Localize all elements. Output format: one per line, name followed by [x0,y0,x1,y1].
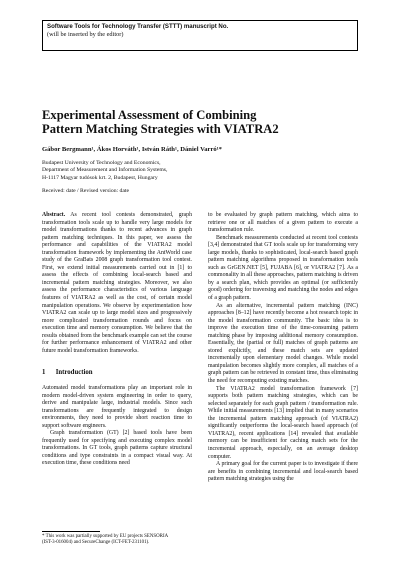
right-paragraph-2: Benchmark measurements conducted at recent tool contests [3,4] demonstrated that GT tools scale up for transforming very large models, thanks to sophisticated, local-search based graph pattern matching algorithms proposed in transformation tools such as GrGEN.NET [5], FUJABA [6], or VIATRA2 [7]. As a commonality in all these approaches, pattern matching is driven by a search plan, which provides an optimal (or sufficiently good) ordering for traversing and matching the nodes and edges of a graph pattern. [208,234,358,302]
abstract [42,212,192,355]
editor-note: (will be inserted by the editor) [47,31,124,38]
affiliation-line-1: Budapest University of Technology and Economics, [42,160,161,166]
affiliation [42,160,362,182]
footnote-line-1: * This work was partially supported by EU projects SENSORIA [42,534,169,539]
footnote-line-2: (IST-3-016004) and SecureChange (ICT-FET-231101). [42,540,150,545]
journal-name: Software Tools for Technology Transfer (STTT) manuscript No. [47,23,229,30]
author-list: Gábor Bergmann¹, Ákos Horváth¹, István Ráth¹, Dániel Varró¹* [42,146,222,153]
section-title: Introduction [55,369,93,376]
abstract-label: Abstract. [42,212,66,218]
intro-paragraph-2: Graph transformation (GT) [2] based tools have been frequently used for specifying and executing complex model transformations. In GT tools, graph patterns capture structural conditions and type constraints in a compact visual way. At execution time, these conditions need [42,430,192,467]
right-paragraph-1: to be evaluated by graph pattern matching, which aims to retrieve one or all matches of a given pattern to execute a transformation rule. [208,212,358,234]
abstract-text: As recent tool contests demonstrated, graph transformation tools scale up to handle very large models for model transformations thanks to recent advances in graph pattern matching techniques. In this paper, we assess the performance and capabilities of the VIATRA2 model transformation framework by implementing the AntWorld case study of the GraBats 2008 graph transformation tool contest. First, we extend initial measurements carried out in [1] to assess the effects of combining local-search based and incremental pattern matching strategies. Moreover, we also assess the performance characteristics of various language features of VIATRA2 as well as the cost, of certain model manipulation operations. We observe by experimentation how VIATRA2 can scale up to large model sizes and progressively more complicated transformation rounds and focus on execution time and memory consumption. We believe that the results obtained from the benchmark example can set the course for further performance enhancement of VIATRA2 and other future model transformation frameworks. [42,212,192,354]
intro-left-column [42,385,192,468]
intro-paragraph-1: Automated model transformations play an important role in modern model-driven system engineering in order to query, derive and manipulate large, industrial models. Since such transformations are frequently integrated to design environments, they need to provide short reaction time to support software engineers. [42,385,192,429]
received-dates: Received: date / Revised version: date [42,188,130,194]
section-heading [42,369,93,376]
right-paragraph-4: The VIATRA2 model transformation framework [7] supports both pattern matching strategies, which can be selected separately for each graph pattern / transformation rule. While initial measurements [13] implied that in many scenarios the incremental pattern matching approach (of VIATRA2) significantly outperforms the local-search based approach (of VIATRA2), recent applications [14] revealed that available memory can be insufficient for caching match sets for the incremental approach, especially, on an average desktop computer. [208,385,358,460]
right-paragraph-5: A primary goal for the current paper is to investigate if there are benefits in combining incremental and local-search based pattern matching strategies using the [208,461,358,483]
right-column [208,212,358,484]
paper-title [42,108,362,136]
section-number: 1 [42,369,46,376]
footnote [42,534,194,546]
right-paragraph-3: As an alternative, incremental pattern matching (INC) approaches [8–12] have recently become a hot research topic in the model transformation community. The basic idea is to improve the execution time of the time-consuming pattern matching phase by imposing additional memory consumption. Essentially, the (partial or full) matches of graph patterns are stored explicitly, and these match sets are updated incrementally upon elementary model changes. While model manipulation becomes slightly more complex, all matches of a graph pattern can be retrieved in constant time, thus eliminating the need for recomputing existing matches. [208,302,358,385]
title-line-2: Pattern Matching Strategies with VIATRA2 [42,122,279,136]
footnote-rule [42,531,100,532]
journal-header-box [42,20,358,51]
affiliation-line-2: Department of Measurement and Information Systems, [42,167,168,174]
affiliation-line-3: H-1117 Magyar tudósok krt. 2, Budapest, Hungary [42,174,158,181]
title-line-1: Experimental Assessment of Combining [42,108,257,122]
